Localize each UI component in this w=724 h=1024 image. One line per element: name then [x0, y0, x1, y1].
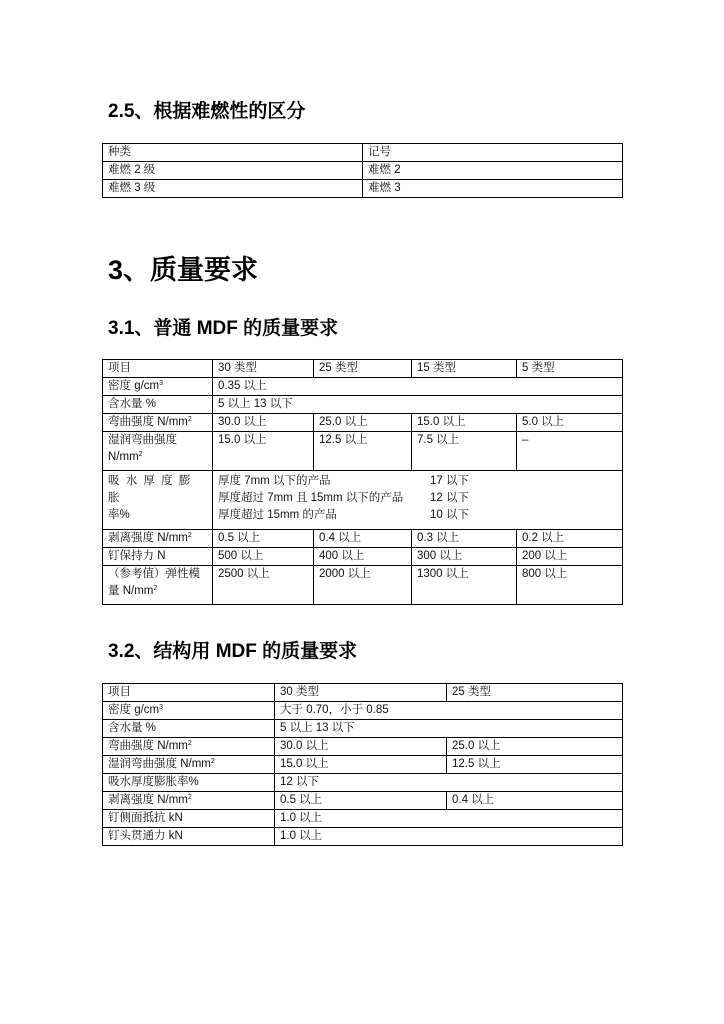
table-cell: （参考值）弹性模 量 $N/mm^2$	[103, 566, 213, 605]
table-cell: 记号	[363, 144, 623, 162]
table-cell: –	[517, 432, 623, 471]
table-cell: 15.0 以上	[275, 756, 447, 774]
table-cell: 含水量 %	[103, 720, 275, 738]
section-heading-3: 3、质量要求	[108, 255, 259, 285]
table-cell: 难燃 3 级	[103, 180, 363, 198]
table-cell: 大于 0.70，小于 0.85	[275, 702, 623, 720]
table-cell: 钉保持力 N	[103, 548, 213, 566]
table-cell: 湿润弯曲强度 $N/mm^2$	[103, 756, 275, 774]
table-cell: 200 以上	[517, 548, 623, 566]
table-cell: 含水量 %	[103, 396, 213, 414]
table-cell: 300 以上	[412, 548, 517, 566]
table-row	[103, 162, 623, 180]
table-cell: 剥离强度 $N/mm^2$	[103, 792, 275, 810]
table-cell: 400 以上	[314, 548, 412, 566]
flame-retardancy-table	[102, 143, 623, 198]
standard-mdf-quality-table	[102, 359, 623, 605]
table-cell: 7.5 以上	[412, 432, 517, 471]
table-cell: 30 类型	[213, 360, 314, 378]
table-row	[103, 396, 623, 414]
table-row	[103, 702, 623, 720]
table-cell: 5 以上 13 以下	[213, 396, 623, 414]
table-cell: 25 类型	[314, 360, 412, 378]
table-cell	[213, 471, 623, 530]
table-cell: 剥离强度 $N/mm^2$	[103, 530, 213, 548]
table-row	[103, 548, 623, 566]
table-cell: 0.4 以上	[314, 530, 412, 548]
table-cell: 吸 水 厚 度 膨 胀 率%	[103, 471, 213, 530]
table-row	[103, 756, 623, 774]
absorb-line: 厚度 7mm 以下的产品 17 以下	[218, 475, 469, 487]
table-cell: 25 类型	[447, 684, 623, 702]
table-cell: 12.5 以上	[314, 432, 412, 471]
table-cell: 1.0 以上	[275, 828, 623, 846]
table-cell: 12.5 以上	[447, 756, 623, 774]
table-cell: 0.4 以上	[447, 792, 623, 810]
table-cell: 项目	[103, 360, 213, 378]
table-cell: 30 类型	[275, 684, 447, 702]
table-cell: 25.0 以上	[314, 414, 412, 432]
table-cell: 钉头贯通力 kN	[103, 828, 275, 846]
table-cell: 难燃 2 级	[103, 162, 363, 180]
table-row	[103, 530, 623, 548]
table-cell: 项目	[103, 684, 275, 702]
table-row	[103, 378, 623, 396]
table-cell: 2000 以上	[314, 566, 412, 605]
table-row	[103, 828, 623, 846]
table-cell: 1300 以上	[412, 566, 517, 605]
table-cell: 5 以上 13 以下	[275, 720, 623, 738]
absorb-line: 厚度超过 15mm 的产品 10 以下	[218, 509, 469, 521]
table-cell: 0.3 以上	[412, 530, 517, 548]
table-cell: 2500 以上	[213, 566, 314, 605]
table-cell: 800 以上	[517, 566, 623, 605]
section-heading-3-2: 3.2、结构用 MDF 的质量要求	[108, 641, 358, 662]
table-row	[103, 738, 623, 756]
table-row	[103, 471, 623, 530]
table-cell: 12 以下	[275, 774, 623, 792]
table-cell: 0.35 以上	[213, 378, 623, 396]
table-cell: 0.2 以上	[517, 530, 623, 548]
table-row	[103, 774, 623, 792]
table-row	[103, 566, 623, 605]
table-row	[103, 792, 623, 810]
table-row	[103, 432, 623, 471]
absorb-line: 厚度超过 7mm 且 15mm 以下的产品 12 以下	[218, 492, 469, 504]
table-cell: 吸水厚度膨胀率%	[103, 774, 275, 792]
table-cell: 5 类型	[517, 360, 623, 378]
structural-mdf-quality-table	[102, 683, 623, 846]
section-heading-3-1: 3.1、普通 MDF 的质量要求	[108, 318, 339, 339]
table-cell: 25.0 以上	[447, 738, 623, 756]
table-row	[103, 720, 623, 738]
table-header-row	[103, 144, 623, 162]
table-cell: 密度 $g/cm^3$	[103, 378, 213, 396]
table-cell: 30.0 以上	[213, 414, 314, 432]
table-cell: 30.0 以上	[275, 738, 447, 756]
table-cell: 500 以上	[213, 548, 314, 566]
table-cell: 难燃 3	[363, 180, 623, 198]
table-header-row	[103, 360, 623, 378]
table-cell: 1.0 以上	[275, 810, 623, 828]
table-row	[103, 180, 623, 198]
table-row	[103, 810, 623, 828]
table-cell: 弯曲强度 $N/mm^2$	[103, 414, 213, 432]
table-cell: 15.0 以上	[412, 414, 517, 432]
table-cell: 难燃 2	[363, 162, 623, 180]
table-row	[103, 414, 623, 432]
table-cell: 15 类型	[412, 360, 517, 378]
table-cell: 密度 $g/cm^3$	[103, 702, 275, 720]
table-cell: 5.0 以上	[517, 414, 623, 432]
table-cell: 0.5 以上	[275, 792, 447, 810]
table-header-row	[103, 684, 623, 702]
section-heading-2-5: 2.5、根据难燃性的区分	[108, 101, 306, 122]
table-cell: 0.5 以上	[213, 530, 314, 548]
table-cell: 湿润弯曲强度 $N/mm^2$	[103, 432, 213, 471]
table-cell: 钉侧面抵抗 kN	[103, 810, 275, 828]
table-cell: 弯曲强度 $N/mm^2$	[103, 738, 275, 756]
table-cell: 15.0 以上	[213, 432, 314, 471]
table-cell: 种类	[103, 144, 363, 162]
